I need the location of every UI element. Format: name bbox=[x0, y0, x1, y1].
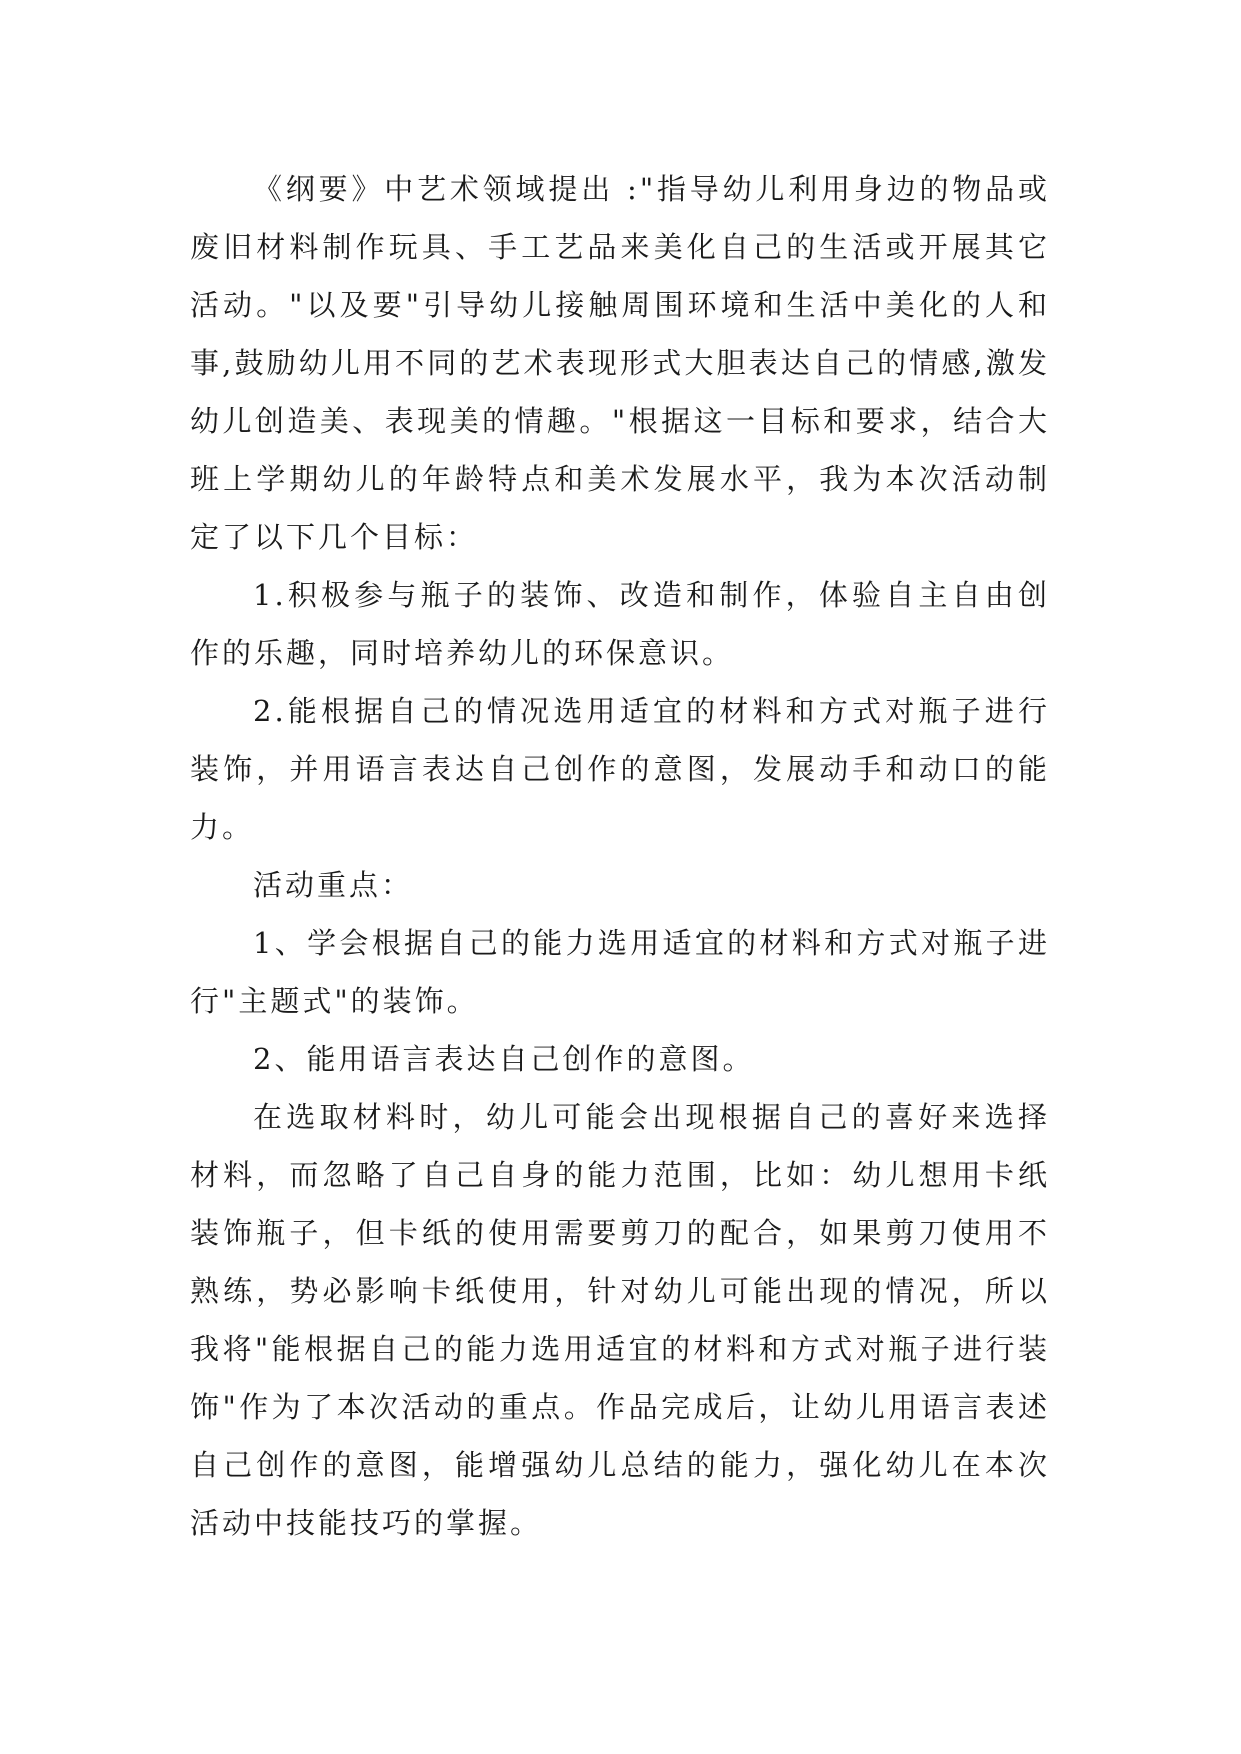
paragraph-guideline-intro: 《纲要》中艺术领域提出 :"指导幼儿利用身边的物品或废旧材料制作玩具、手工艺品来美化自己的生活或开展其它活动。"以及要"引导幼儿接触周围环境和生活中美化的人和事,鼓励幼儿用不同的艺术表现形式大胆表达自己的情感,激发幼儿创造美、表现美的情趣。"根据这一目标和要求，结合大班上学期幼儿的年龄特点和美术发展水平，我为本次活动制定了以下几个目标： bbox=[190, 172, 1050, 554]
paragraph-goal-2: 2.能根据自己的情况选用适宜的材料和方式对瓶子进行装饰，并用语言表达自己创作的意图，发展动手和动口的能力。 bbox=[190, 694, 1050, 844]
document-page bbox=[190, 160, 1050, 1552]
paragraph-key-point-2: 2、能用语言表达自己创作的意图。 bbox=[253, 1042, 755, 1076]
paragraph-material-selection: 在选取材料时，幼儿可能会出现根据自己的喜好来选择材料，而忽略了自己自身的能力范围，比如：幼儿想用卡纸装饰瓶子，但卡纸的使用需要剪刀的配合，如果剪刀使用不熟练，势必影响卡纸使用，针对幼儿可能出现的情况，所以我将"能根据自己的能力选用适宜的材料和方式对瓶子进行装饰"作为了本次活动的重点。作品完成后，让幼儿用语言表述自己创作的意图，能增强幼儿总结的能力，强化幼儿在本次活动中技能技巧的掌握。 bbox=[190, 1100, 1050, 1540]
paragraph-key-points-heading: 活动重点： bbox=[253, 868, 414, 902]
paragraph-goal-1: 1.积极参与瓶子的装饰、改造和制作，体验自主自由创作的乐趣，同时培养幼儿的环保意识。 bbox=[190, 578, 1050, 670]
paragraph-key-point-1: 1、学会根据自己的能力选用适宜的材料和方式对瓶子进行"主题式"的装饰。 bbox=[190, 926, 1050, 1018]
